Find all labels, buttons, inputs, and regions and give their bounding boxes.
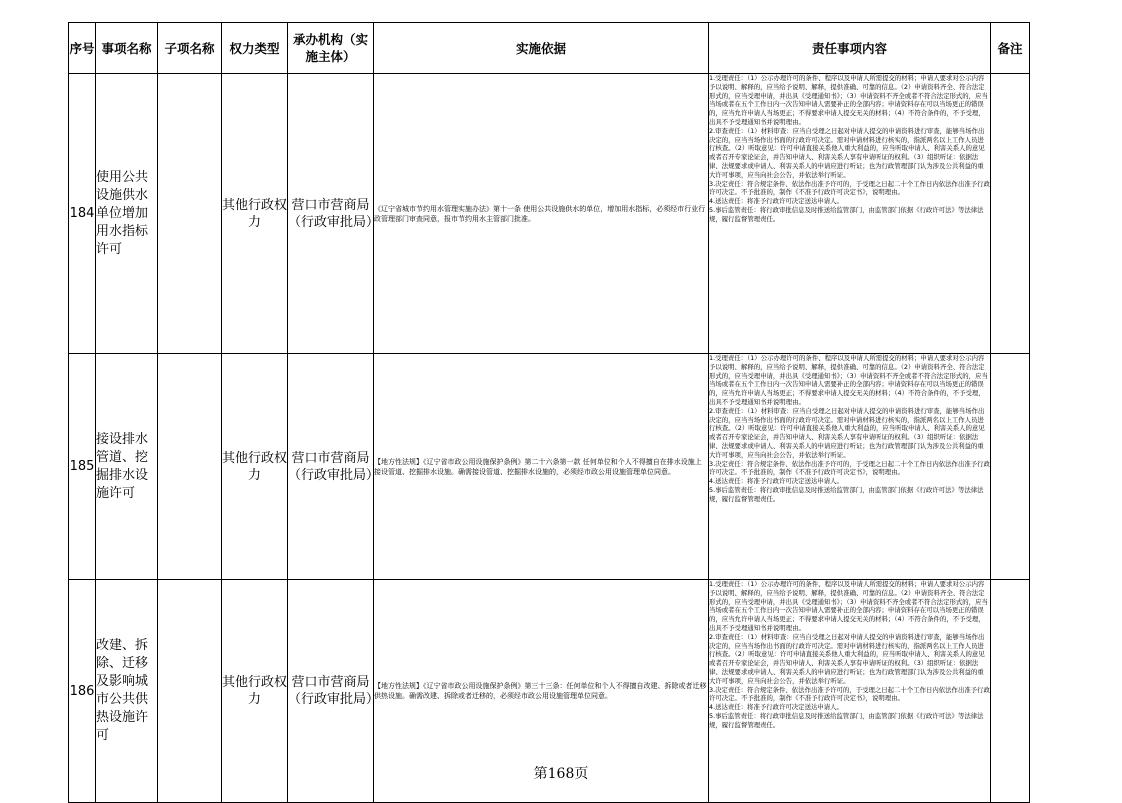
- row-sub-item: [158, 354, 222, 580]
- resp-deliver: 4.送达责任：将准予行政许可决定送达申请人。: [709, 197, 843, 206]
- row-power-type: 其他行政权力: [222, 354, 288, 580]
- resp-deliver: 4.送达责任：将准予行政许可决定送达申请人。: [709, 477, 843, 486]
- header-remarks: 备注: [991, 23, 1030, 74]
- header-basis: 实施依据: [374, 23, 709, 74]
- resp-accept: 1.受理责任：（1）公示办理许可的条件、程序以及申请人所需提交的材料；申请人要求对公示内容予以说明、解释的，应当给予说明、解释，提供准确、可靠的信息。（2）申请资料齐全、符合法定形式的，应当受理申请，并出具《受理通知书》；（3）申请资料不齐全或者不符合法定形式的，应当当场或者在五个工作日内一次告知申请人需要补正的全部内容；申请资料存在可以当场更正的错误的，应当允许申请人当场更正；不得要求申请人提交无关的材料；（4）不符合条件的，不予受理，出具不予受理通知书并说明理由。: [709, 74, 988, 126]
- resp-decide: 3.决定责任：符合规定条件、依法作出准予许可的，于受理之日起二十个工作日内依法作出准予行政许可决定。不予批准的，制作《不准予行政许可决定书》，说明理由。: [709, 685, 990, 703]
- resp-review: 2.审查责任：（1）材料审查：应当自受理之日起对申请人提交的申请资料进行审查，能够当场作出决定的，应当当场作出书面的行政许可决定。需对申请材料进行核实的，指派两名以上工作人员进行核查。（2）听取意见：许可申请直接关系他人重大利益的，应当听取申请人、利害关系人的意见或者召开专家论证会，并告知申请人、利害关系人享有申请听证的权利。（3）组织听证：依据法律、法规要求或申请人、利害关系人的申请应进行听证；也为行政管理部门认为涉及公共利益的重大许可事项，应当向社会公告，并依法举行听证。: [709, 632, 985, 685]
- header-org: 承办机构（实施主体）: [288, 23, 374, 74]
- row-org: 营口市营商局（行政审批局）: [288, 74, 374, 354]
- row-item-name: 接设排水管道、挖掘排水设施许可: [96, 354, 158, 580]
- table-row: [69, 74, 1030, 354]
- row-sub-item: [158, 74, 222, 354]
- power-list-table: [68, 22, 1030, 803]
- page-number: 第168页: [533, 766, 589, 782]
- row-power-type: 其他行政权力: [222, 580, 288, 803]
- resp-decide: 3.决定责任：符合规定条件、依法作出准予许可的，于受理之日起二十个工作日内依法作出准予行政许可决定。不予批准的，制作《不准予行政许可决定书》，说明理由。: [709, 459, 990, 477]
- row-remarks: [991, 354, 1030, 580]
- resp-review: 2.审查责任：（1）材料审查：应当自受理之日起对申请人提交的申请资料进行审查，能够当场作出决定的，应当当场作出书面的行政许可决定。需对申请材料进行核实的，指派两名以上工作人员进行核查。（2）听取意见：许可申请直接关系他人重大利益的，应当听取申请人、利害关系人的意见或者召开专家论证会，并告知申请人、利害关系人享有申请听证的权利。（3）组织听证：依据法律、法规要求或申请人、利害关系人的申请应进行听证；也为行政管理部门认为涉及公共利益的重大许可事项，应当向社会公告，并依法举行听证。: [709, 126, 985, 179]
- row-remarks: [991, 74, 1030, 354]
- header-responsibility: 责任事项内容: [709, 23, 991, 74]
- resp-decide: 3.决定责任：符合规定条件、依法作出准予许可的，于受理之日起二十个工作日内依法作出准予行政许可决定。不予批准的，制作《不准予行政许可决定书》，说明理由。: [709, 179, 990, 197]
- table-row: [69, 354, 1030, 580]
- row-org: 营口市营商局（行政审批局）: [288, 580, 374, 803]
- row-item-name: 使用公共设施供水单位增加用水指标许可: [96, 74, 158, 354]
- resp-deliver: 4.送达责任：将准予行政许可决定送达申请人。: [709, 703, 843, 712]
- row-responsibility: [709, 354, 991, 580]
- resp-supervise: 5.事后监管责任：将行政审批信息及时推送给监管部门，由监管部门依据《行政许可法》等法律法规，履行监督管理责任。: [709, 485, 984, 503]
- resp-review: 2.审查责任：（1）材料审查：应当自受理之日起对申请人提交的申请资料进行审查，能够当场作出决定的，应当当场作出书面的行政许可决定。需对申请材料进行核实的，指派两名以上工作人员进行核查。（2）听取意见：许可申请直接关系他人重大利益的，应当听取申请人、利害关系人的意见或者召开专家论证会，并告知申请人、利害关系人享有申请听证的权利。（3）组织听证：依据法律、法规要求或申请人、利害关系人的申请应进行听证；也为行政管理部门认为涉及公共利益的重大许可事项，应当向社会公告，并依法举行听证。: [709, 406, 985, 459]
- row-item-name: 改建、拆除、迁移及影响城市公共供热设施许可: [96, 580, 158, 803]
- row-power-type: 其他行政权力: [222, 74, 288, 354]
- resp-supervise: 5.事后监管责任：将行政审批信息及时推送给监管部门，由监管部门依据《行政许可法》等法律法规，履行监督管理责任。: [709, 711, 984, 729]
- resp-supervise: 5.事后监管责任：将行政审批信息及时推送给监管部门，由监管部门依据《行政许可法》等法律法规，履行监督管理责任。: [709, 205, 984, 223]
- resp-accept: 1.受理责任：（1）公示办理许可的条件、程序以及申请人所需提交的材料；申请人要求对公示内容予以说明、解释的，应当给予说明、解释，提供准确、可靠的信息。（2）申请资料齐全、符合法定形式的，应当受理申请，并出具《受理通知书》；（3）申请资料不齐全或者不符合法定形式的，应当当场或者在五个工作日内一次告知申请人需要补正的全部内容；申请资料存在可以当场更正的错误的，应当允许申请人当场更正；不得要求申请人提交无关的材料；（4）不符合条件的，不予受理，出具不予受理通知书并说明理由。: [709, 354, 988, 406]
- resp-accept: 1.受理责任：（1）公示办理许可的条件、程序以及申请人所需提交的材料；申请人要求对公示内容予以说明、解释的，应当给予说明、解释，提供准确、可靠的信息。（2）申请资料齐全、符合法定形式的，应当受理申请，并出具《受理通知书》；（3）申请资料不齐全或者不符合法定形式的，应当当场或者在五个工作日内一次告知申请人需要补正的全部内容；申请资料存在可以当场更正的错误的，应当允许申请人当场更正；不得要求申请人提交无关的材料；（4）不符合条件的，不予受理，出具不予受理通知书并说明理由。: [709, 580, 988, 632]
- header-seq: 序号: [69, 23, 96, 74]
- header-power-type: 权力类型: [222, 23, 288, 74]
- row-basis: 【地方性法规】《辽宁省市政公用设施保护条例》第二十六条第一款 任何单位和个人不得擅自在排水设施上接设管道、挖掘排水设施。确需接设管道、挖掘排水设施的，必须经市政公用设施管理单位同意。: [374, 354, 709, 580]
- header-sub-item: 子项名称: [158, 23, 222, 74]
- row-basis: 【地方性法规】《辽宁省市政公用设施保护条例》第三十三条：任何单位和个人不得擅自改建、拆除或者迁移供热设施。确需改建、拆除或者迁移的，必须经市政公用设施管理单位同意。: [374, 580, 709, 803]
- row-seq: 186: [69, 580, 96, 803]
- row-org: 营口市营商局（行政审批局）: [288, 354, 374, 580]
- row-basis: 《辽宁省城市节约用水管理实施办法》第十一条 使用公共设施供水的单位，增加用水指标，必须经市行业行政管理部门审查同意，报市节约用水主管部门批准。: [374, 74, 709, 354]
- header-item-name: 事项名称: [96, 23, 158, 74]
- row-seq: 185: [69, 354, 96, 580]
- header-row: [69, 23, 1030, 74]
- row-responsibility: [709, 74, 991, 354]
- row-seq: 184: [69, 74, 96, 354]
